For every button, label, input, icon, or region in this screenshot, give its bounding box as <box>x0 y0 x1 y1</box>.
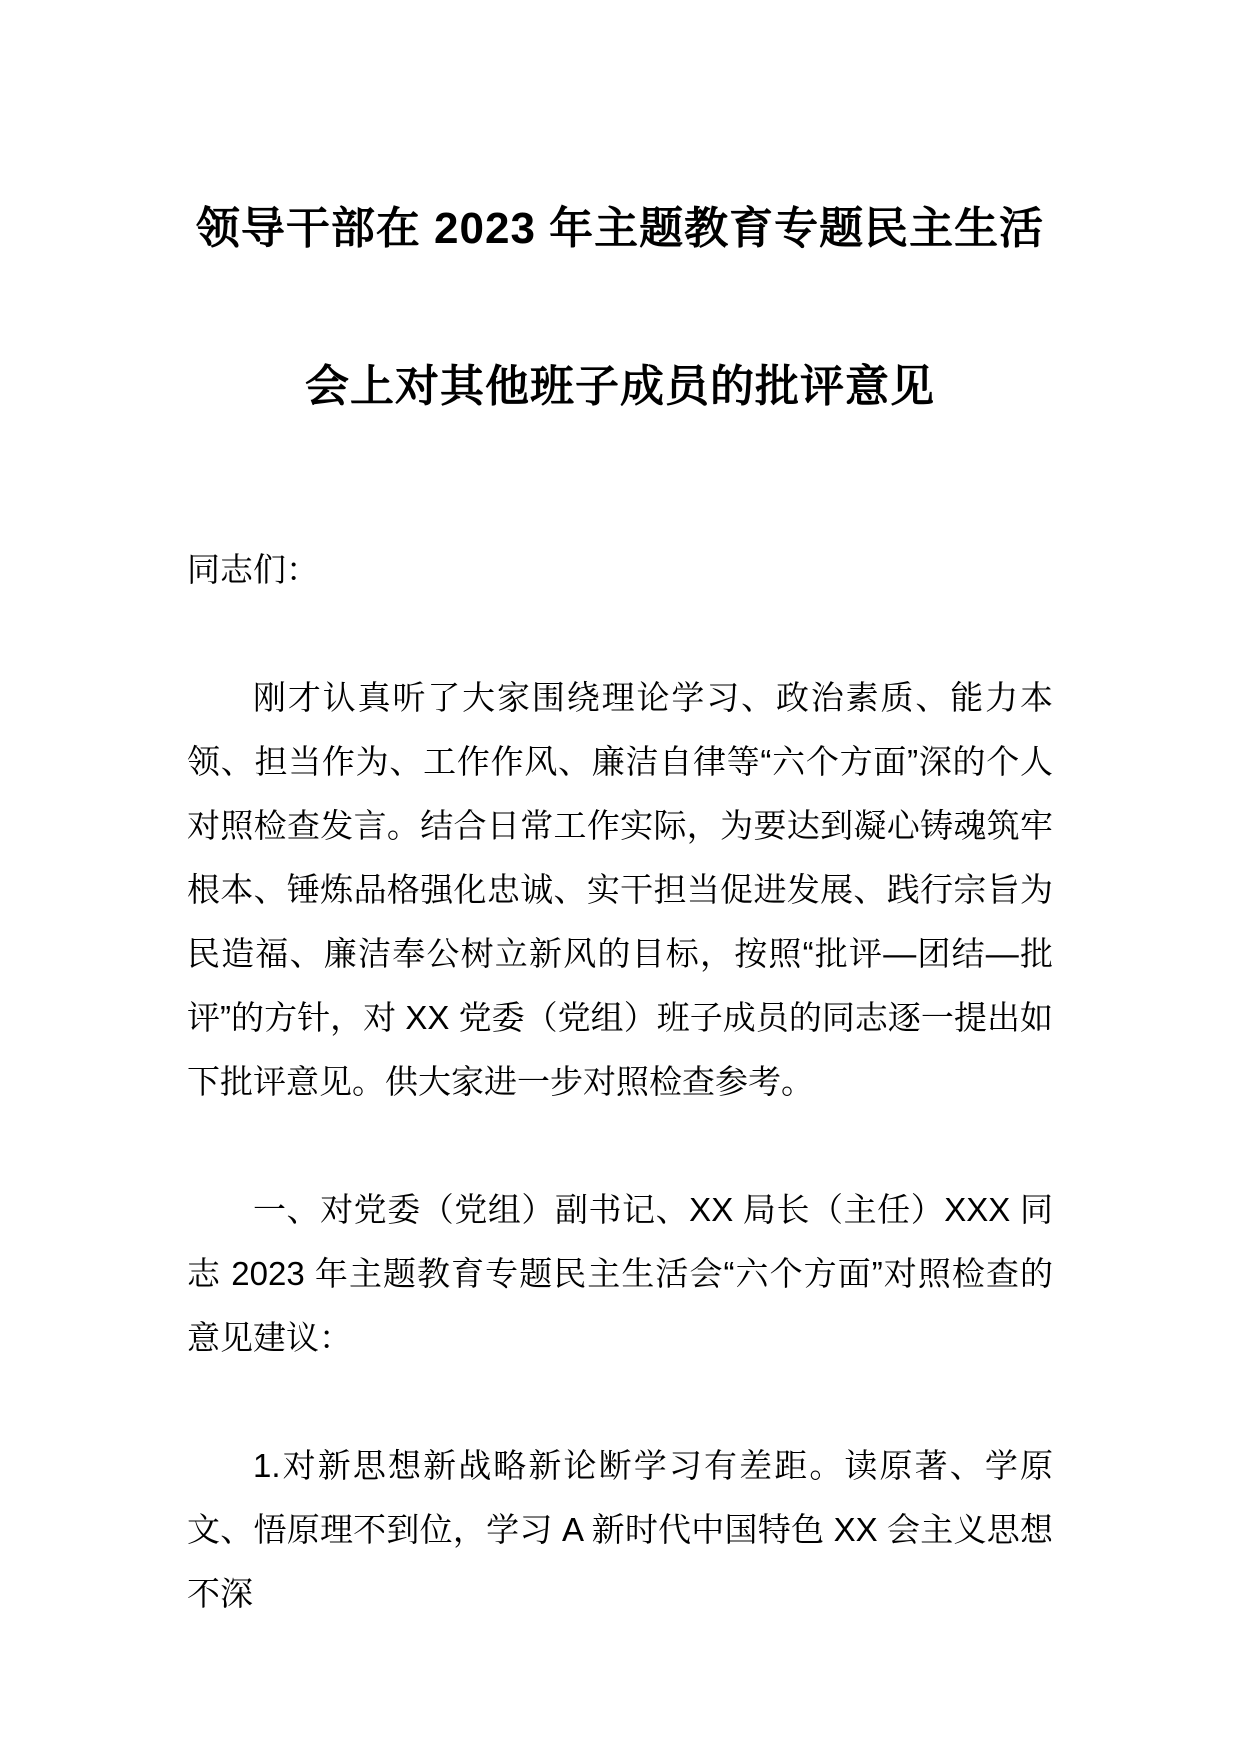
document-body <box>187 538 1053 1626</box>
paragraph-section-one-heading: 一、对党委（党组）副书记、XX 局长（主任）XXX 同志 2023 年主题教育专题民主生活会“六个方面”对照检查的意见建议： <box>187 1191 1053 1356</box>
paragraph-point-one: 1.对新思想新战略新论断学习有差距。读原著、学原文、悟原理不到位，学习 A 新时代中国特色 XX 会主义思想不深 <box>187 1447 1053 1612</box>
document-title <box>187 150 1053 466</box>
document-title-line-2: 会上对其他班子成员的批评意见 <box>305 362 935 411</box>
salutation: 同志们： <box>187 551 319 588</box>
paragraph-intro: 刚才认真听了大家围绕理论学习、政治素质、能力本领、担当作为、工作作风、廉洁自律等“六个方面”深的个人对照检查发言。结合日常工作实际，为要达到凝心铸魂筑牢根本、锤炼品格强化忠诚、实干担当促进发展、践行宗旨为民造福、廉洁奉公树立新风的目标，按照“批评—团结—批评”的方针，对 XX 党委（党组）班子成员的同志逐一提出如下批评意见。供大家进一步对照检查参考。 <box>187 679 1053 1100</box>
document-title-line-1: 领导干部在 2023 年主题教育专题民主生活 <box>195 204 1045 253</box>
